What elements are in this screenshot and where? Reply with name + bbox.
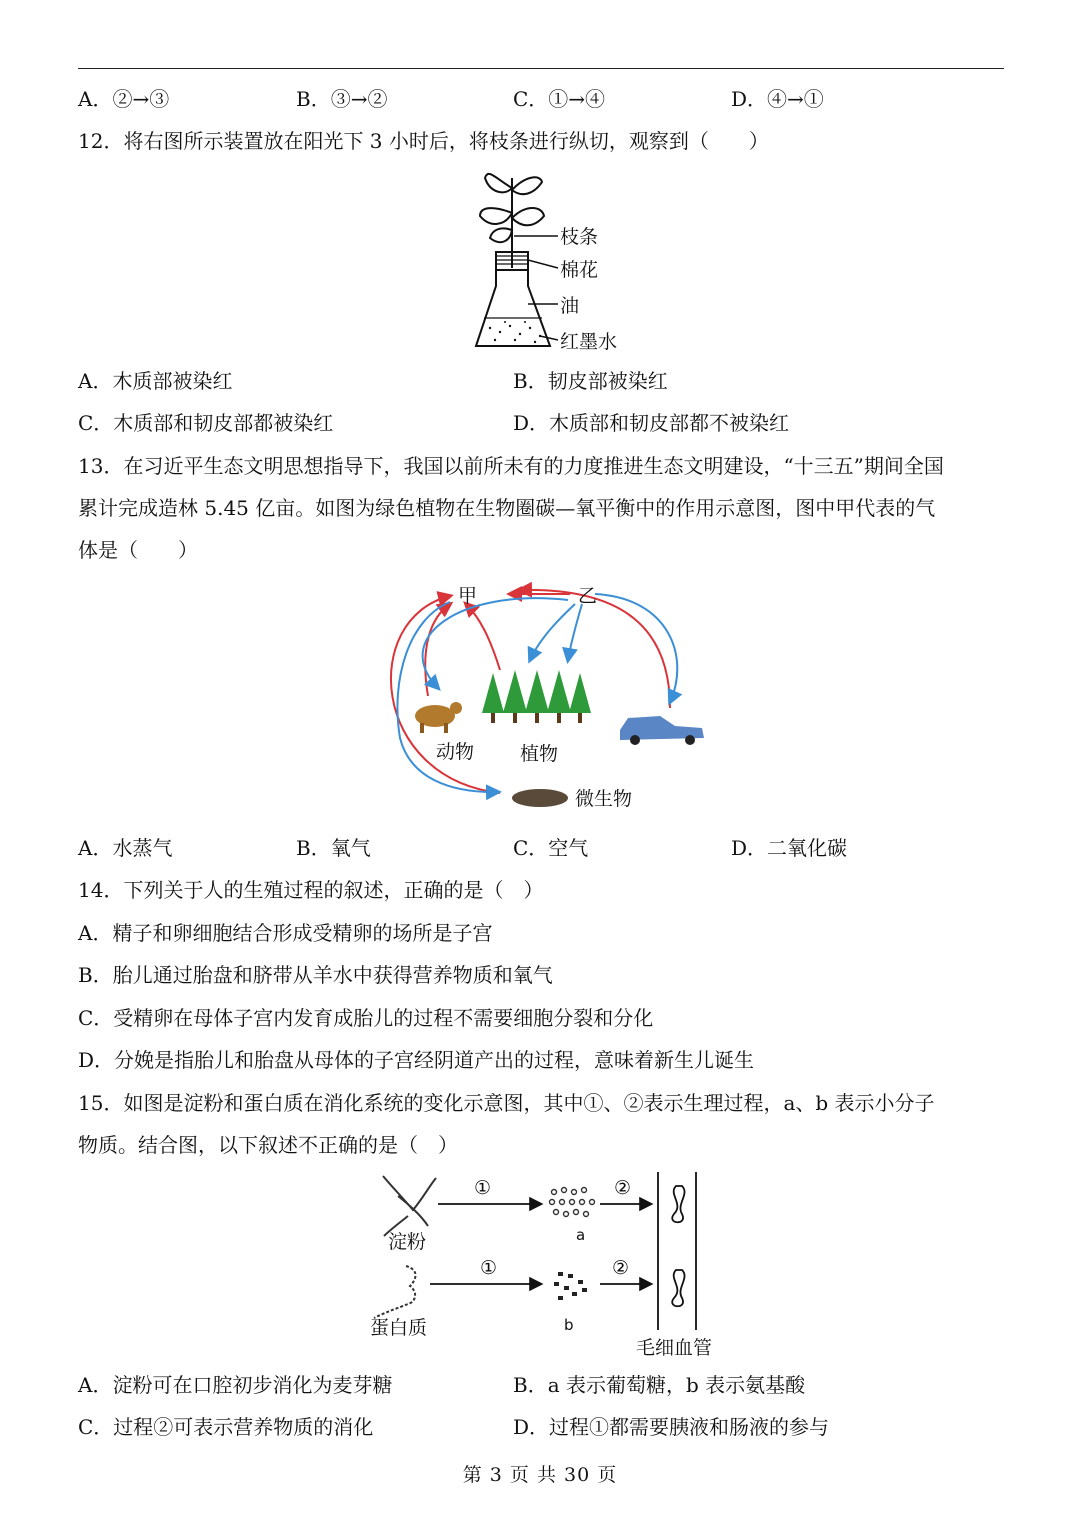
q13-option-b: B．氧气 [296, 836, 371, 860]
q12-option-d: D．木质部和韧皮部都不被染红 [513, 411, 790, 435]
label-jia: 甲 [458, 585, 478, 607]
q12-option-a: A．木质部被染红 [78, 369, 233, 393]
car-icon [620, 716, 704, 745]
label-protein: 蛋白质 [370, 1317, 428, 1339]
q12-option-c: C．木质部和韧皮部都被染红 [78, 411, 334, 435]
label-starch: 淀粉 [388, 1231, 427, 1253]
q13-stem-line-1: 13．在习近平生态文明思想指导下，我国以前所未有的力度推进生态文明建设，“十三五”期间全国 [78, 454, 944, 478]
q14-option-a: A．精子和卵细胞结合形成受精卵的场所是子宫 [78, 921, 493, 945]
q13-carbon-oxygen-figure [370, 578, 720, 818]
label-red-ink: 红墨水 [560, 331, 618, 353]
q15-option-b: B．a 表示葡萄糖，b 表示氨基酸 [513, 1373, 806, 1397]
q12-apparatus-figure [470, 168, 640, 356]
q15-digestion-figure [368, 1168, 728, 1364]
label-microbe: 微生物 [575, 788, 633, 810]
q14-option-c: C．受精卵在母体子宫内发育成胎儿的过程不需要细胞分裂和分化 [78, 1006, 654, 1030]
label-oil: 油 [560, 295, 580, 317]
page-footer: 第 3 页 共 30 页 [462, 1464, 618, 1486]
q15-stem-line-2: 物质。结合图，以下叙述不正确的是（ ） [78, 1133, 458, 1157]
label-capillary: 毛细血管 [636, 1337, 713, 1359]
label-cotton: 棉花 [560, 259, 599, 281]
q11-option-d: D．④→① [731, 87, 824, 111]
q13-stem-line-2: 累计完成造林 5.45 亿亩。如图为绿色植物在生物圈碳—氧平衡中的作用示意图，图中甲代表的气 [78, 496, 936, 520]
q15-option-c: C．过程②可表示营养物质的消化 [78, 1415, 374, 1439]
q12-option-b: B．韧皮部被染红 [513, 369, 668, 393]
q15-option-a: A．淀粉可在口腔初步消化为麦芽糖 [78, 1373, 393, 1397]
q11-option-b: B．③→② [296, 87, 388, 111]
label-step1-bottom: ① [480, 1257, 498, 1279]
label-branch: 枝条 [560, 226, 599, 248]
header-rule [78, 68, 1004, 69]
soil-icon [512, 789, 568, 807]
animal-icon [415, 702, 462, 733]
q14-option-d: D．分娩是指胎儿和胎盘从母体的子宫经阴道产出的过程，意味着新生儿诞生 [78, 1048, 755, 1072]
q14-stem: 14．下列关于人的生殖过程的叙述，正确的是（ ） [78, 878, 544, 902]
q15-stem-line-1: 15．如图是淀粉和蛋白质在消化系统的变化示意图，其中①、②表示生理过程，a、b 表示小分子 [78, 1091, 935, 1115]
q11-option-c: C．①→④ [513, 87, 606, 111]
q15-option-d: D．过程①都需要胰液和肠液的参与 [513, 1415, 830, 1439]
q13-stem-line-3: 体是（ ） [78, 538, 198, 562]
label-yi: 乙 [578, 585, 598, 607]
label-step1-top: ① [474, 1177, 492, 1199]
label-plant: 植物 [520, 743, 559, 765]
label-step2-bottom: ② [612, 1257, 630, 1279]
label-step2-top: ② [614, 1177, 632, 1199]
label-b: b [564, 1316, 574, 1334]
q13-option-d: D．二氧化碳 [731, 836, 848, 860]
q14-option-b: B．胎儿通过胎盘和脐带从羊水中获得营养物质和氧气 [78, 963, 553, 987]
label-a: a [576, 1226, 586, 1244]
q11-option-a: A．②→③ [78, 87, 170, 111]
q13-option-a: A．水蒸气 [78, 836, 173, 860]
q12-stem: 12．将右图所示装置放在阳光下 3 小时后，将枝条进行纵切，观察到（ ） [78, 129, 769, 153]
label-animal: 动物 [436, 741, 475, 763]
q13-option-c: C．空气 [513, 836, 589, 860]
